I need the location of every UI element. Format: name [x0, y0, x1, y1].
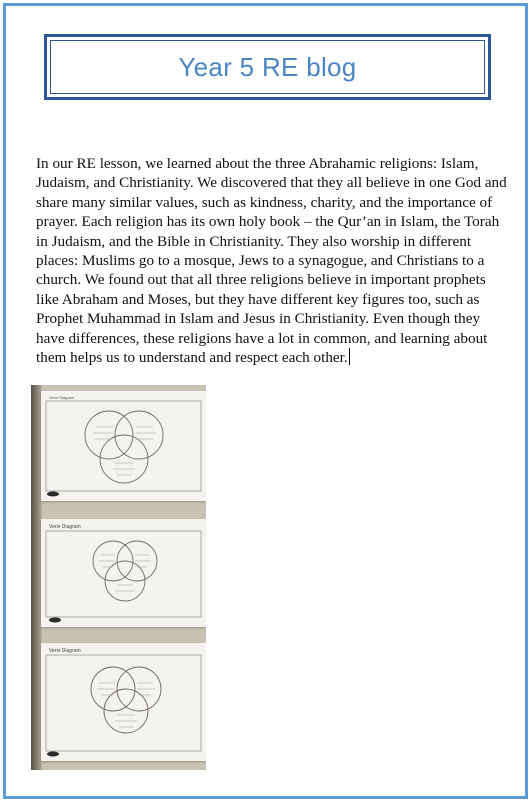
sheet-1-heading: Venn Diagram: [49, 395, 75, 400]
sheet-3-heading: Venn Diagram: [49, 648, 81, 654]
blog-paragraph[interactable]: [36, 154, 511, 367]
text-cursor: [349, 348, 350, 365]
venn-sheet-2: [41, 519, 206, 627]
paragraph-text: In our RE lesson, we learned about the three Abrahamic religions: Islam, Judaism, and Christianity. We discovered that they all believe in one God and share many similar values, such as kindness, charity, and the importance of prayer. Each religion has its own holy book – the Qur’an in Islam, the Torah in Judaism, and the Bible in Christianity. They also worship in different places: Muslims go to a mosque, Jews to a synagogue, and Christians to a church. We found out that all three religions believe in important prophets like Abraham and Moses, but they have different key figures too, such as Prophet Muhammad in Islam and Jesus in Christianity. Even though they have differences, these religions have a lot in common, and learning about them helps us to understand and respect each other.: [36, 155, 507, 367]
blog-page: [3, 3, 528, 799]
sheet-2-heading: Venn Diagram: [49, 524, 81, 530]
venn-diagram-photo: [31, 385, 206, 770]
venn-diagram-3: [41, 643, 206, 761]
venn-sheet-3: [41, 643, 206, 761]
venn-diagram-2: [41, 519, 206, 627]
title-box: [44, 34, 491, 100]
page-title: Year 5 RE blog: [178, 51, 357, 82]
venn-diagram-1: [41, 391, 206, 501]
venn-sheet-1: [41, 391, 206, 501]
